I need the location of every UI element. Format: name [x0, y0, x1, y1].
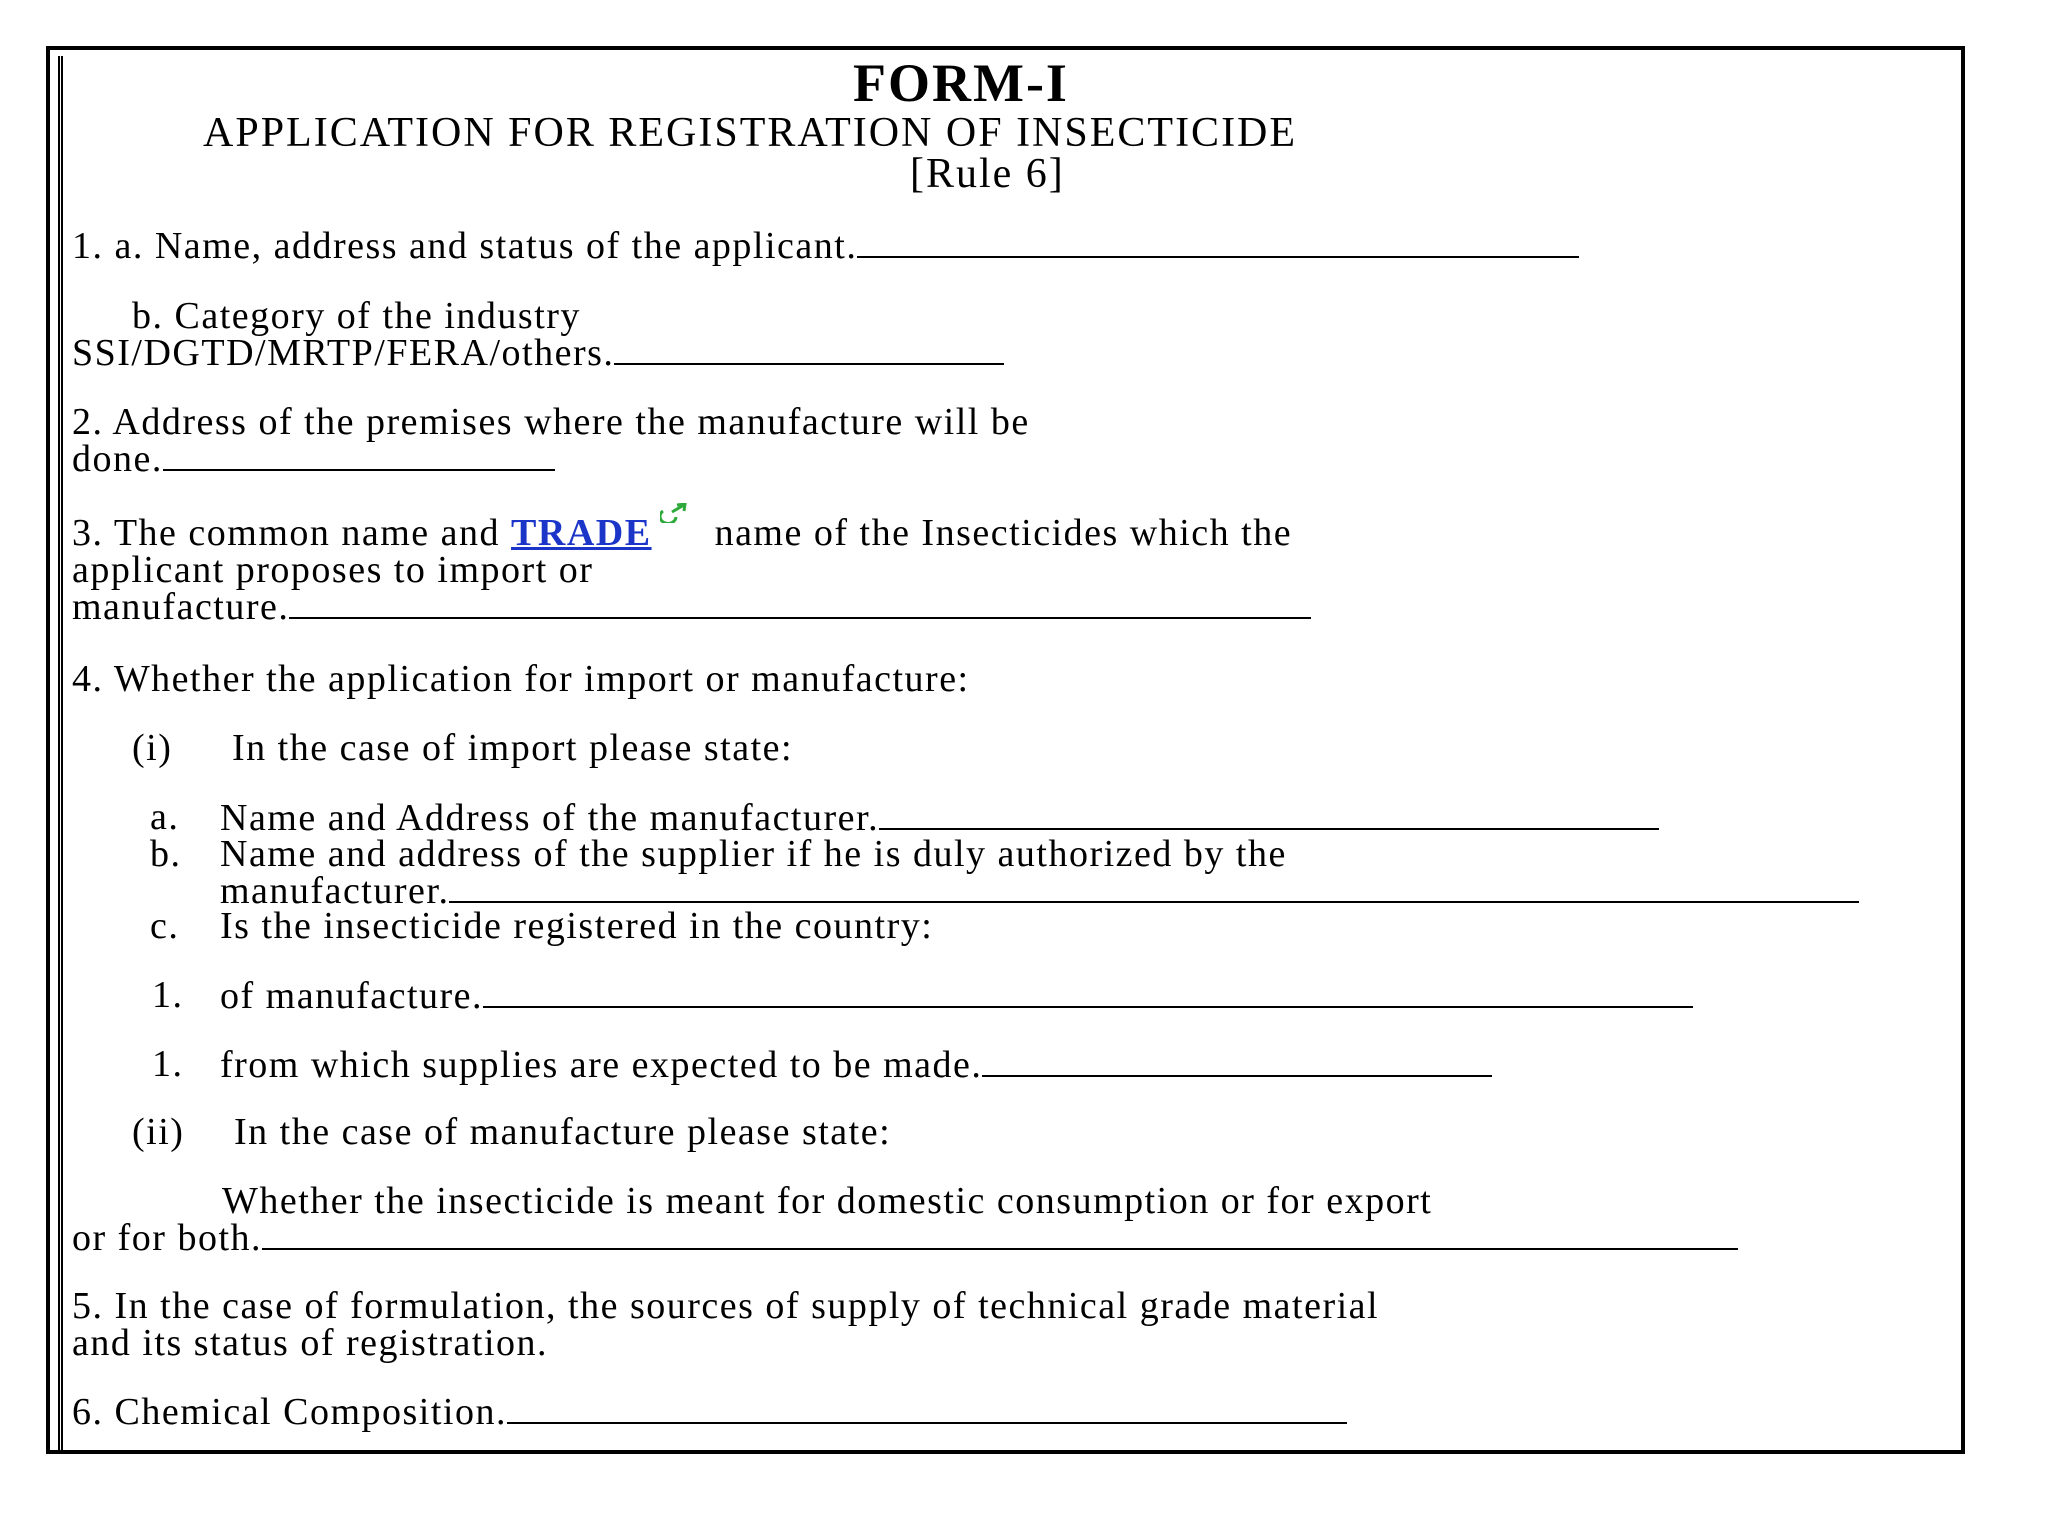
trade-link[interactable]: TRADE	[511, 512, 652, 554]
question-4c2-number: 1.	[152, 1043, 184, 1085]
form-title: FORM-I	[853, 53, 1069, 113]
question-4c1-blank	[483, 976, 1693, 1008]
question-4-i-label: In the case of import please state:	[232, 727, 794, 769]
question-4b-label: Name and address of the supplier if he is duly authorized by the	[220, 833, 1287, 875]
question-4c2-label: from which supplies are expected to be made.	[220, 1044, 983, 1086]
question-1b-label: b. Category of the industry	[132, 295, 581, 337]
question-4-ii-number: (ii)	[132, 1111, 185, 1153]
question-6-label: 6. Chemical Composition.	[72, 1391, 507, 1433]
form-subtitle: APPLICATION FOR REGISTRATION OF INSECTICIDE	[203, 110, 1298, 156]
question-4a-label: Name and Address of the manufacturer.	[220, 797, 880, 839]
question-4c2	[220, 1045, 1492, 1084]
question-4-i-number: (i)	[132, 727, 173, 769]
question-3-blank	[289, 587, 1311, 619]
question-4-ii-line2	[72, 1218, 1738, 1257]
question-4-ii-blank	[262, 1218, 1738, 1250]
question-6	[72, 1392, 1347, 1431]
question-3-line3	[72, 587, 1311, 626]
question-3-line1	[72, 514, 1292, 552]
question-6-blank	[507, 1392, 1347, 1424]
question-5-line2: and its status of registration.	[72, 1322, 549, 1364]
question-1b-options: SSI/DGTD/MRTP/FERA/others.	[72, 332, 615, 374]
question-5-label: 5. In the case of formulation, the sources of supply of technical grade material	[72, 1285, 1380, 1327]
question-2-label: 2. Address of the premises where the manufacture will be	[72, 401, 1030, 443]
question-1b-blank	[614, 333, 1004, 365]
question-3-suffix: name of the Insecticides which the	[714, 512, 1293, 554]
question-4-label: 4. Whether the application for import or manufacture:	[72, 658, 970, 700]
question-4a-number: a.	[150, 796, 180, 838]
question-4a-blank	[879, 798, 1659, 830]
question-1a-blank	[857, 226, 1579, 258]
question-2-line2	[72, 439, 555, 478]
question-4c-number: c.	[150, 905, 180, 947]
question-4-ii-label: In the case of manufacture please state:	[234, 1111, 892, 1153]
question-4c2-blank	[982, 1045, 1492, 1077]
question-4b-blank	[449, 871, 1859, 903]
question-3-prefix: 3. The common name and	[72, 512, 501, 554]
external-link-icon[interactable]	[660, 492, 688, 512]
question-4-ii-detail: Whether the insecticide is meant for domestic consumption or for export	[222, 1180, 1433, 1222]
question-1a	[72, 226, 1579, 265]
question-4c1-label: of manufacture.	[220, 975, 484, 1017]
question-1b-line2	[72, 333, 1004, 372]
question-4c1-number: 1.	[152, 974, 184, 1016]
question-4c-label: Is the insecticide registered in the country:	[220, 905, 934, 947]
question-3-label-cont: manufacture.	[72, 586, 290, 628]
question-1a-label: 1. a. Name, address and status of the applicant.	[72, 225, 858, 267]
question-4a	[220, 798, 1659, 837]
question-4b-number: b.	[150, 833, 182, 875]
question-3-line2: applicant proposes to import or	[72, 549, 594, 591]
form-rule: [Rule 6]	[910, 151, 1065, 197]
question-2-label-cont: done.	[72, 438, 163, 480]
question-4b-label-cont: manufacturer.	[220, 870, 450, 912]
question-4-ii-detail-cont: or for both.	[72, 1217, 263, 1259]
question-4c1	[220, 976, 1693, 1015]
question-2-blank	[163, 439, 555, 471]
